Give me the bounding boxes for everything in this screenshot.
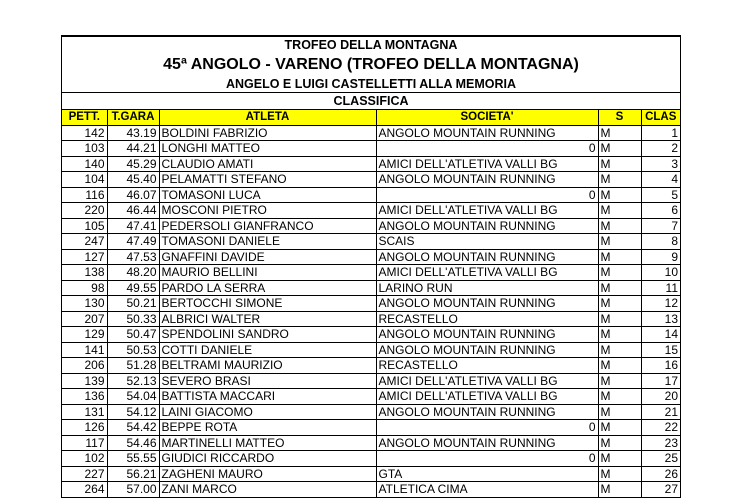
time-cell: 46.07 [107,187,159,203]
table-row [62,373,680,389]
rank-cell: 3 [641,156,680,172]
sex-cell: M [598,466,641,482]
club-cell: ANGOLO MOUNTAIN RUNNING [376,218,598,234]
race-title: 45ª ANGOLO - VARENO (TROFEO DELLA MONTAGNA) [163,56,579,73]
pett-cell: 117 [62,435,107,451]
sex-cell: M [598,451,641,467]
time-cell: 49.55 [107,280,159,296]
table-row [62,420,680,436]
col-header-pett: PETT. [62,110,107,126]
time-cell: 43.19 [107,125,159,141]
athlete-cell: BATTISTA MACCARI [159,389,376,405]
rank-cell: 26 [641,466,680,482]
rank-cell: 11 [641,280,680,296]
table-row [62,327,680,343]
athlete-cell: BERTOCCHI SIMONE [159,296,376,312]
pett-cell: 129 [62,327,107,343]
athlete-cell: MAURIO BELLINI [159,265,376,281]
time-cell: 56.21 [107,466,159,482]
zero-value: 0 [588,187,596,202]
club-cell [376,420,598,436]
athlete-cell: PEDERSOLI GIANFRANCO [159,218,376,234]
time-cell: 47.53 [107,249,159,265]
sex-cell: M [598,311,641,327]
sex-cell: M [598,234,641,250]
table-row [62,141,680,157]
col-header-clas: CLAS [641,110,680,126]
table-row [62,482,680,498]
table-row [62,435,680,451]
club-cell: ANGOLO MOUNTAIN RUNNING [376,435,598,451]
rank-cell: 6 [641,203,680,219]
time-cell: 54.46 [107,435,159,451]
rank-cell: 25 [641,451,680,467]
time-cell: 50.53 [107,342,159,358]
club-cell: ANGOLO MOUNTAIN RUNNING [376,296,598,312]
pett-cell: 131 [62,404,107,420]
athlete-cell: SPENDOLINI SANDRO [159,327,376,343]
athlete-cell: GNAFFINI DAVIDE [159,249,376,265]
table-row [62,234,680,250]
club-cell: GTA [376,466,598,482]
time-cell: 50.33 [107,311,159,327]
time-cell: 55.55 [107,451,159,467]
table-row [62,249,680,265]
table-row [62,218,680,234]
pett-cell: 116 [62,187,107,203]
time-cell: 51.28 [107,358,159,374]
athlete-cell: LAINI GIACOMO [159,404,376,420]
club-cell: AMICI DELL'ATLETIVA VALLI BG [376,389,598,405]
sex-cell: M [598,265,641,281]
athlete-cell: PARDO LA SERRA [159,280,376,296]
athlete-cell: CLAUDIO AMATI [159,156,376,172]
table-row [62,203,680,219]
event-title: TROFEO DELLA MONTAGNA [284,38,458,52]
club-cell: ANGOLO MOUNTAIN RUNNING [376,172,598,188]
zero-value: 0 [588,451,596,465]
rank-cell: 13 [641,311,680,327]
table-row [62,311,680,327]
athlete-cell: LONGHI MATTEO [159,141,376,157]
time-cell: 45.40 [107,172,159,188]
table-row [62,404,680,420]
pett-cell: 220 [62,203,107,219]
rank-cell: 12 [641,296,680,312]
sex-cell: M [598,342,641,358]
athlete-cell: PELAMATTI STEFANO [159,172,376,188]
time-cell: 52.13 [107,373,159,389]
rank-cell: 7 [641,218,680,234]
time-cell: 46.44 [107,203,159,219]
club-cell: RECASTELLO [376,358,598,374]
sex-cell: M [598,187,641,203]
time-cell: 57.00 [107,482,159,498]
pett-cell: 140 [62,156,107,172]
rank-cell: 10 [641,265,680,281]
sex-cell: M [598,156,641,172]
athlete-cell: TOMASONI DANIELE [159,234,376,250]
rank-cell: 8 [641,234,680,250]
club-cell: ANGOLO MOUNTAIN RUNNING [376,404,598,420]
club-cell: ANGOLO MOUNTAIN RUNNING [376,249,598,265]
pett-cell: 136 [62,389,107,405]
club-cell [376,451,598,467]
sex-cell: M [598,280,641,296]
pett-cell: 98 [62,280,107,296]
pett-cell: 139 [62,373,107,389]
memorial-subtitle: ANGELO E LUIGI CASTELLETTI ALLA MEMORIA [225,77,517,91]
time-cell: 47.49 [107,234,159,250]
col-header-atleta: ATLETA [159,110,376,126]
table-row [62,466,680,482]
time-cell: 47.41 [107,218,159,234]
table-row [62,187,680,203]
club-cell: AMICI DELL'ATLETIVA VALLI BG [376,373,598,389]
rank-cell: 14 [641,327,680,343]
pett-cell: 102 [62,451,107,467]
athlete-cell: BOLDINI FABRIZIO [159,125,376,141]
time-cell: 50.21 [107,296,159,312]
time-cell: 54.12 [107,404,159,420]
club-cell: ANGOLO MOUNTAIN RUNNING [376,125,598,141]
athlete-cell: SEVERO BRASI [159,373,376,389]
col-header-societa: SOCIETA' [376,110,598,126]
rank-cell: 2 [641,141,680,157]
table-row [62,389,680,405]
athlete-cell: BEPPE ROTA [159,420,376,436]
table-row [62,125,680,141]
athlete-cell: ZANI MARCO [159,482,376,498]
sex-cell: M [598,404,641,420]
col-header-sex: S [598,110,641,126]
rank-cell: 16 [641,358,680,374]
header-row [62,110,680,126]
pett-cell: 141 [62,342,107,358]
athlete-cell: ZAGHENI MAURO [159,466,376,482]
table-row [62,156,680,172]
pett-cell: 247 [62,234,107,250]
table-row [62,358,680,374]
sex-cell: M [598,435,641,451]
pett-cell: 104 [62,172,107,188]
pett-cell: 138 [62,265,107,281]
club-cell: RECASTELLO [376,311,598,327]
table-row [62,280,680,296]
club-cell: ANGOLO MOUNTAIN RUNNING [376,342,598,358]
sex-cell: M [598,420,641,436]
results-table [62,109,680,498]
sex-cell: M [598,125,641,141]
rank-cell: 9 [641,249,680,265]
zero-value: 0 [588,141,596,155]
pett-cell: 207 [62,311,107,327]
time-cell: 50.47 [107,327,159,343]
club-cell: AMICI DELL'ATLETIVA VALLI BG [376,156,598,172]
sex-cell: M [598,327,641,343]
rank-cell: 17 [641,373,680,389]
classification-heading: CLASSIFICA [62,92,680,109]
rank-cell: 1 [641,125,680,141]
table-row [62,172,680,188]
table-row [62,296,680,312]
pett-cell: 127 [62,249,107,265]
club-cell: ATLETICA CIMA [376,482,598,498]
table-row [62,342,680,358]
pett-cell: 142 [62,125,107,141]
col-header-tgara: T.GARA [107,110,159,126]
athlete-cell: COTTI DANIELE [159,342,376,358]
club-cell [376,187,598,203]
athlete-cell: BELTRAMI MAURIZIO [159,358,376,374]
results-sheet [61,35,681,498]
time-cell: 45.29 [107,156,159,172]
rank-cell: 27 [641,482,680,498]
time-cell: 54.04 [107,389,159,405]
club-cell: AMICI DELL'ATLETIVA VALLI BG [376,203,598,219]
athlete-cell: GIUDICI RICCARDO [159,451,376,467]
rank-cell: 22 [641,420,680,436]
sex-cell: M [598,203,641,219]
pett-cell: 264 [62,482,107,498]
sex-cell: M [598,373,641,389]
pett-cell: 130 [62,296,107,312]
sex-cell: M [598,358,641,374]
athlete-cell: ALBRICI WALTER [159,311,376,327]
sex-cell: M [598,249,641,265]
time-cell: 44.21 [107,141,159,157]
pett-cell: 206 [62,358,107,374]
club-cell [376,141,598,157]
rank-cell: 5 [641,187,680,203]
club-cell: ANGOLO MOUNTAIN RUNNING [376,327,598,343]
time-cell: 54.42 [107,420,159,436]
athlete-cell: MOSCONI PIETRO [159,203,376,219]
sex-cell: M [598,389,641,405]
sex-cell: M [598,218,641,234]
club-cell: SCAIS [376,234,598,250]
table-row [62,451,680,467]
club-cell: AMICI DELL'ATLETIVA VALLI BG [376,265,598,281]
sex-cell: M [598,141,641,157]
pett-cell: 126 [62,420,107,436]
rank-cell: 21 [641,404,680,420]
rank-cell: 4 [641,172,680,188]
rank-cell: 20 [641,389,680,405]
sex-cell: M [598,296,641,312]
time-cell: 48.20 [107,265,159,281]
club-cell: LARINO RUN [376,280,598,296]
athlete-cell: MARTINELLI MATTEO [159,435,376,451]
table-row [62,265,680,281]
pett-cell: 105 [62,218,107,234]
pett-cell: 227 [62,466,107,482]
rank-cell: 23 [641,435,680,451]
zero-value: 0 [588,420,596,434]
rank-cell: 15 [641,342,680,358]
sex-cell: M [598,482,641,498]
pett-cell: 103 [62,141,107,157]
sex-cell: M [598,172,641,188]
athlete-cell: TOMASONI LUCA [159,187,376,203]
